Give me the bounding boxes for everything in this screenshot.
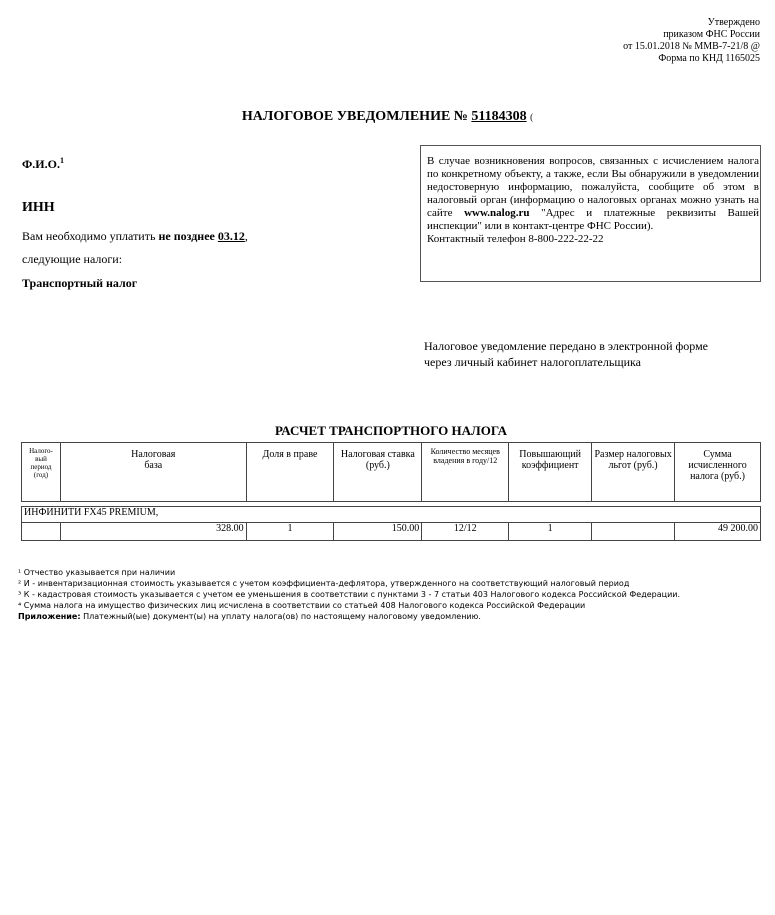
- electronic-delivery-note: [424, 338, 708, 370]
- cell-sum: 49 200.00: [675, 523, 761, 541]
- col-base-line2: база: [144, 460, 163, 471]
- cell-months: 12/12: [422, 523, 509, 541]
- tax-name: Транспортный налог: [22, 276, 138, 290]
- vehicle-name: ИНФИНИТИ FX45 PREMIUM,: [22, 507, 761, 523]
- info-box: [420, 145, 761, 282]
- col-sum: Сумма исчисленного налога (руб.): [675, 443, 761, 502]
- form-approval-header: [623, 17, 760, 65]
- table-row: [22, 523, 761, 541]
- cell-share: 1: [246, 523, 334, 541]
- col-base: [60, 443, 246, 502]
- tax-calc-table: [21, 442, 761, 541]
- payment-instruction: [22, 229, 248, 244]
- cell-period: [22, 523, 61, 541]
- pay-date: 03.12: [217, 229, 245, 243]
- footnote-3: ³ К - кадастровая стоимость указывается с учетом ее уменьшения в соответствии с пунктами 3 - 7 статьи 403 Налогового кодекса Российской Федерации.: [18, 590, 681, 599]
- appendix-note: [18, 611, 680, 622]
- col-base-line1: Налоговая: [131, 449, 176, 460]
- footnote-1: ¹ Отчество указывается при наличии: [18, 568, 176, 577]
- contact-phone: Контактный телефон 8-800-222-22-22: [427, 233, 604, 245]
- order-date-line: от 15.01.2018 № ММВ-7-21/8 @: [623, 41, 760, 52]
- approved-line: Утверждено: [707, 17, 760, 28]
- col-benefit: Размер налоговых льгот (руб.): [592, 443, 675, 502]
- col-period: Налого-вый период (год): [22, 443, 61, 502]
- title-tick: (: [530, 112, 534, 122]
- following-taxes-label: следующие налоги:: [22, 252, 123, 266]
- cell-rate: 150.00: [334, 523, 422, 541]
- fio-footnote-mark: 1: [59, 156, 64, 165]
- electronic-line2: через личный кабинет налогоплательщика: [424, 355, 641, 369]
- order-line: приказом ФНС России: [663, 29, 760, 40]
- nalog-site-link[interactable]: www.nalog.ru: [464, 207, 530, 219]
- info-text-part2: "Адрес и платежные реквизиты Вашей инспекции" или в контакт-центре ФНС России).: [427, 207, 760, 232]
- cell-base: 328.00: [60, 523, 246, 541]
- table-header-row: [22, 443, 761, 502]
- info-text-part1: В случае возникновения вопросов, связанных с исчислением налога по конкретному объекту, а также, если Вы обнаружили в уведомлении недостоверную информацию, пожалуйста, сообщите об этом в налоговый орган (информацию о налоговых органах можно узнать на сайте: [427, 155, 759, 219]
- notice-title: [0, 109, 775, 125]
- fio-text: Ф.И.О.: [22, 157, 60, 171]
- fio-label: [22, 156, 64, 172]
- pay-due: не позднее: [158, 229, 218, 243]
- calc-title: РАСЧЕТ ТРАНСПОРТНОГО НАЛОГА: [274, 423, 508, 438]
- cell-coef: 1: [509, 523, 592, 541]
- appendix-text: Платежный(ые) документ(ы) на уплату налога(ов) по настоящему налоговому уведомлению.: [80, 612, 481, 621]
- cell-benefit: [592, 523, 675, 541]
- appendix-label: Приложение:: [18, 612, 81, 621]
- footnote-2: ² И - инвентаризационная стоимость указывается с учетом коэффициента-дефлятора, утвержденного на соответствующий налоговый период: [18, 579, 630, 588]
- col-coef: Повышающий коэффициент: [509, 443, 592, 502]
- form-code-line: Форма по КНД 1165025: [658, 53, 760, 64]
- pay-text: Вам необходимо уплатить: [22, 229, 159, 243]
- col-rate: Налоговая ставка (руб.): [334, 443, 422, 502]
- info-box-text: [427, 155, 760, 233]
- notice-number: 51184308: [471, 109, 527, 124]
- pay-comma: ,: [244, 229, 248, 243]
- inn-label: ИНН: [22, 200, 55, 215]
- table-object-row: [22, 507, 761, 523]
- electronic-line1: Налоговое уведомление передано в электронной форме: [424, 339, 709, 353]
- col-months: Количество месяцев владения в году/12: [422, 443, 509, 502]
- footnotes: [18, 567, 680, 622]
- col-share: Доля в праве: [246, 443, 334, 502]
- footnote-4: ⁴ Сумма налога на имущество физических лиц исчислена в соответствии со статьей 408 Налогового кодекса Российской Федерации: [18, 601, 586, 610]
- notice-title-prefix: НАЛОГОВОЕ УВЕДОМЛЕНИЕ №: [241, 109, 472, 124]
